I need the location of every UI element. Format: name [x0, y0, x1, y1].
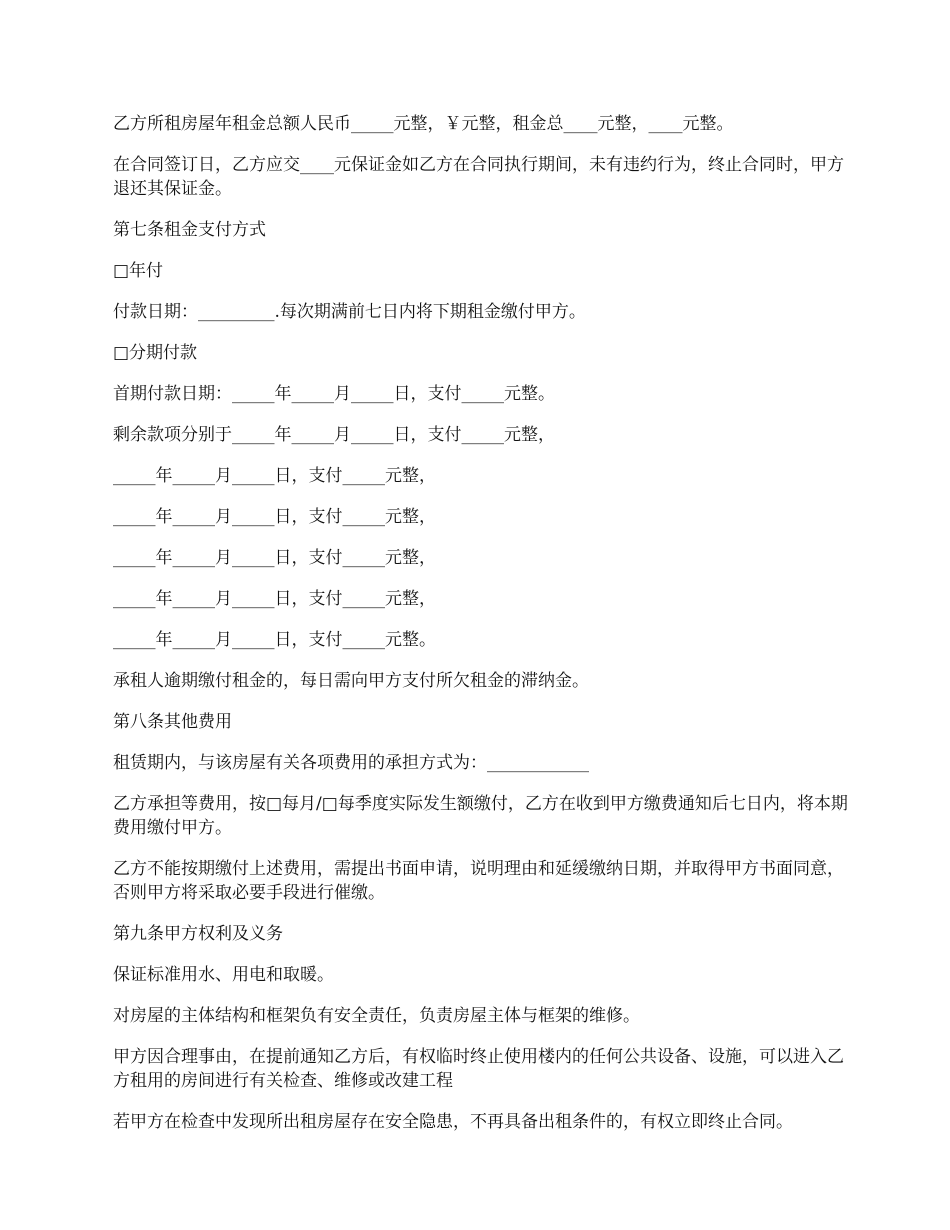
- paragraph-fee-bearing: 租赁期内，与该房屋有关各项费用的承担方式为：____________: [113, 753, 589, 773]
- paragraph-fee-payment: 乙方承担等费用，按□每月/□每季度实际发生额缴付，乙方在收到甲方缴费通知后七日内，将本期费用缴付甲方。: [113, 794, 848, 838]
- paragraph-utilities: 保证标准用水、用电和取暖。: [113, 965, 334, 985]
- heading-article-9: 第九条甲方权利及义务: [113, 924, 283, 944]
- installment-line: _____年_____月_____日，支付_____元整，: [113, 548, 436, 568]
- paragraph-deposit: 在合同签订日，乙方应交____元保证金如乙方在合同执行期间，未有违约行为，终止合同时，甲方退还其保证金。: [113, 155, 844, 199]
- option-installment-payment: □分期付款: [113, 343, 198, 363]
- heading-article-8: 第八条其他费用: [113, 712, 232, 732]
- paragraph-facility-suspension: 甲方因合理事由，在提前通知乙方后，有权临时终止使用楼内的任何公共设备、设施，可以进入乙方租用的房间进行有关检查、维修或改建工程: [113, 1047, 844, 1091]
- option-annual-payment: □年付: [113, 261, 164, 281]
- paragraph-annual-rent: 乙方所租房屋年租金总额人民币_____元整，￥元整，租金总____元整，____元整。: [113, 114, 734, 134]
- paragraph-payment-date: 付款日期：_________.每次期满前七日内将下期租金缴付甲方。: [113, 302, 586, 322]
- installment-line: _____年_____月_____日，支付_____元整。: [113, 630, 436, 650]
- paragraph-first-installment: 首期付款日期：_____年_____月_____日，支付_____元整。: [113, 384, 555, 404]
- installment-line: _____年_____月_____日，支付_____元整，: [113, 589, 436, 609]
- paragraph-remaining-installments: 剩余款项分别于_____年_____月_____日，支付_____元整，: [113, 425, 555, 445]
- paragraph-safety-termination: 若甲方在检查中发现所出租房屋存在安全隐患，不再具备出租条件的，有权立即终止合同。: [113, 1112, 793, 1132]
- paragraph-late-fee: 承租人逾期缴付租金的，每日需向甲方支付所欠租金的滞纳金。: [113, 671, 589, 691]
- installment-line: _____年_____月_____日，支付_____元整，: [113, 466, 436, 486]
- heading-article-7: 第七条租金支付方式: [113, 220, 266, 240]
- installment-line: _____年_____月_____日，支付_____元整，: [113, 507, 436, 527]
- paragraph-deferred-payment: 乙方不能按期缴付上述费用，需提出书面申请，说明理由和延缓缴纳日期，并取得甲方书面同意，否则甲方将采取必要手段进行催缴。: [113, 859, 844, 903]
- paragraph-structure-safety: 对房屋的主体结构和框架负有安全责任，负责房屋主体与框架的维修。: [113, 1006, 640, 1026]
